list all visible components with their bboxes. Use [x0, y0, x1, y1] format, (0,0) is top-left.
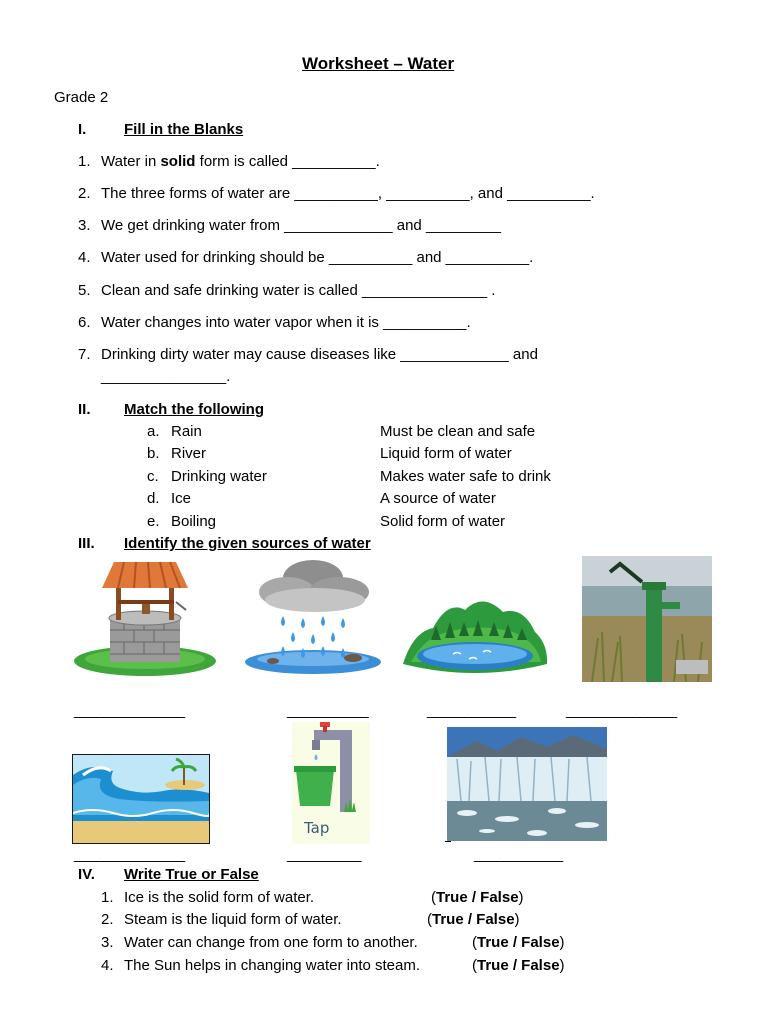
tf-choice-label: True / False [477, 957, 560, 974]
sea-image [72, 754, 210, 844]
match-left-letter: c. [147, 468, 159, 485]
tap-label: Tap [304, 819, 330, 837]
tf-item-text: The Sun helps in changing water into steam. [124, 957, 421, 974]
section-1-number: I. [78, 121, 87, 138]
fill-item-1-post: form is called __________. [195, 153, 380, 170]
tf-choice: (True / False) [427, 911, 520, 928]
well-image [72, 560, 218, 678]
answer-blank: ____________ [474, 846, 563, 863]
tf-item-number: 2. [101, 911, 114, 928]
section-1-heading: Fill in the Blanks [124, 121, 244, 138]
answer-blank: ___________ [287, 702, 368, 719]
match-right-item: Must be clean and safe [380, 423, 536, 440]
fill-item-7-continued: _______________. [101, 368, 231, 385]
match-left-item: Rain [171, 423, 202, 440]
match-right-item: Makes water safe to drink [380, 468, 551, 485]
section-3-number: III. [78, 535, 95, 552]
fill-item-6: Water changes into water vapor when it is __________. [101, 314, 471, 331]
glacier-image [447, 727, 607, 841]
glacier-underline [445, 841, 451, 842]
fill-item-number: 3. [78, 217, 91, 234]
fill-item-7: Drinking dirty water may cause diseases like _____________ and [101, 346, 538, 363]
match-left-letter: a. [147, 423, 160, 440]
answer-blank: ____________ [427, 702, 516, 719]
fill-item-2: The three forms of water are __________, __________, and __________. [101, 185, 595, 202]
fill-item-5: Clean and safe drinking water is called _______________ . [101, 282, 496, 299]
tf-item-number: 4. [101, 957, 114, 974]
lake-image [403, 592, 548, 680]
tf-choice-label: True / False [432, 911, 515, 928]
match-left-item: River [171, 445, 207, 462]
tf-item-text: Ice is the solid form of water. [124, 889, 315, 906]
match-left-item: Drinking water [171, 468, 267, 485]
tf-choice: (True / False) [431, 889, 524, 906]
fill-item-number: 5. [78, 282, 91, 299]
match-left-item: Boiling [171, 513, 217, 530]
answer-blank: _______________ [566, 702, 677, 719]
hand-pump-image [582, 556, 712, 682]
grade-label: Grade 2 [54, 89, 109, 106]
tap-image [292, 722, 370, 844]
match-right-item: A source of water [380, 490, 496, 507]
match-left-letter: d. [147, 490, 160, 507]
tf-choice: (True / False) [472, 957, 565, 974]
worksheet-title: Worksheet – Water [302, 54, 455, 73]
rain-image [243, 558, 383, 676]
tf-item-text: Steam is the liquid form of water. [124, 911, 342, 928]
tf-item-number: 3. [101, 934, 114, 951]
tf-choice-label: True / False [436, 889, 519, 906]
section-2-heading: Match the following [124, 401, 264, 418]
tf-item-number: 1. [101, 889, 114, 906]
fill-item-number: 2. [78, 185, 91, 202]
fill-item-1-pre: Water in [101, 153, 161, 170]
fill-item-4: Water used for drinking should be __________ and __________. [101, 249, 534, 266]
fill-item-1 [101, 153, 380, 171]
answer-blank: _______________ [74, 846, 185, 863]
match-left-item: Ice [171, 490, 192, 507]
fill-item-1-bold: solid [160, 153, 196, 170]
tf-item-text: Water can change from one form to another. [124, 934, 418, 951]
answer-blank: __________ [287, 846, 361, 863]
section-4-heading: Write True or False [124, 866, 259, 883]
tf-choice: (True / False) [472, 934, 565, 951]
match-left-letter: b. [147, 445, 160, 462]
tf-choice-label: True / False [477, 934, 560, 951]
fill-item-3: We get drinking water from _____________ and _________ [101, 217, 502, 234]
fill-item-number: 1. [78, 153, 91, 170]
section-3-heading: Identify the given sources of water [124, 535, 371, 552]
match-right-item: Liquid form of water [380, 445, 512, 462]
match-left-letter: e. [147, 513, 160, 530]
fill-item-number: 4. [78, 249, 91, 266]
section-4-number: IV. [78, 866, 95, 883]
fill-item-number: 7. [78, 346, 91, 363]
match-right-item: Solid form of water [380, 513, 506, 530]
section-2-number: II. [78, 401, 91, 418]
answer-blank: _______________ [74, 702, 185, 719]
fill-item-number: 6. [78, 314, 91, 331]
